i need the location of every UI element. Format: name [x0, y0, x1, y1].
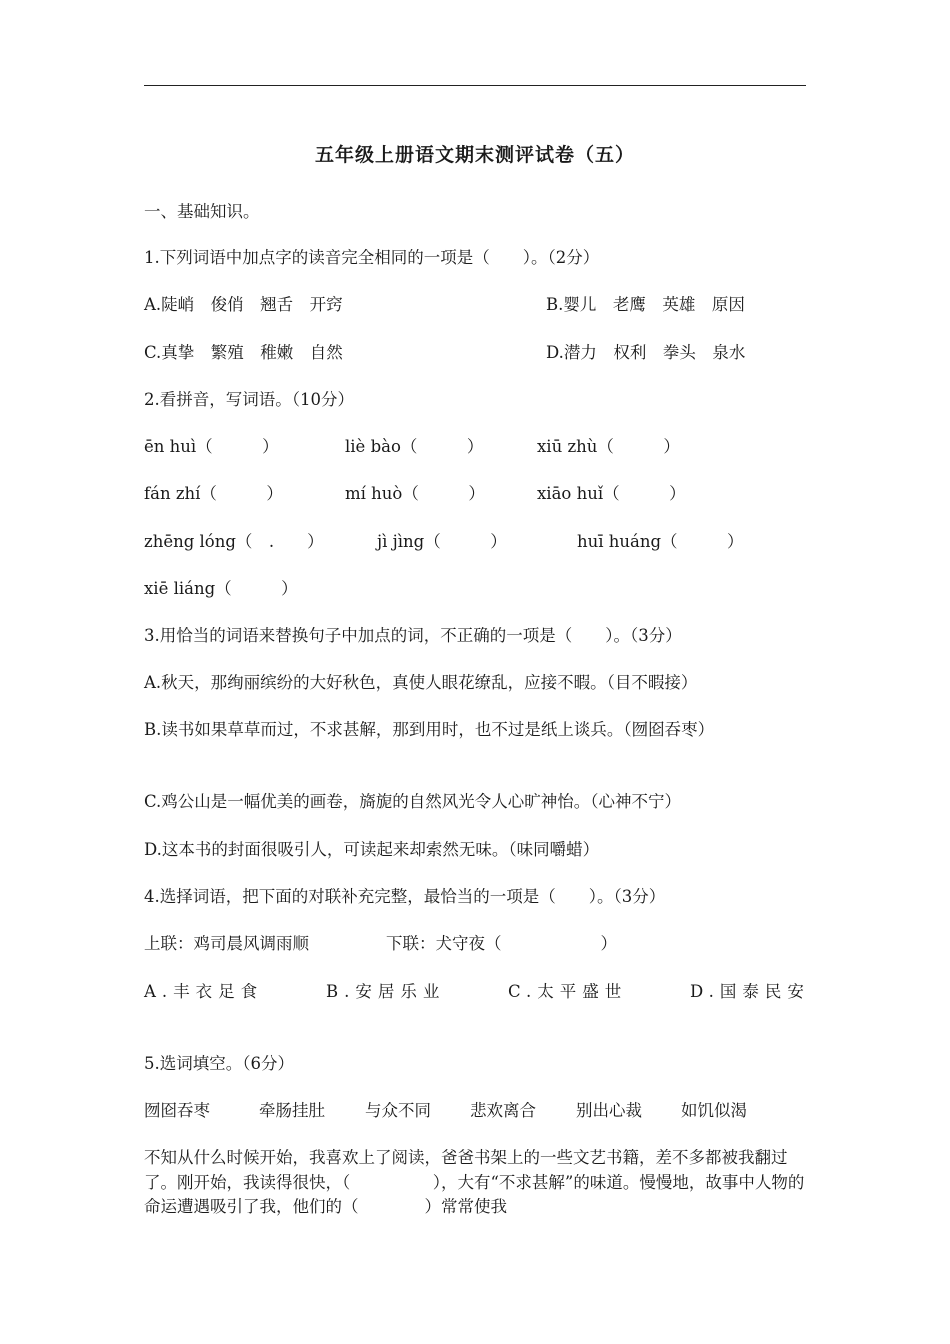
q1-option-a: A.陡峭 俊俏 翘舌 开窍: [144, 295, 343, 314]
section-heading: 一、基础知识。: [144, 202, 260, 221]
word-option: 悲欢离合: [470, 1101, 536, 1120]
pinyin-item: ēn huì（ ）: [144, 437, 279, 456]
pinyin-item: huī huáng（ ）: [577, 532, 744, 551]
q5-passage: 不知从什么时候开始，我喜欢上了阅读，爸爸书架上的一些文艺书籍，差不多都被我翻过了。刚开始，我读得很快，（ ），大有“不求甚解”的味道。慢慢地，故事中人物的命运遭遇吸引了我，他们的（ ）常常使我: [144, 1148, 805, 1216]
pinyin-item: xiē liáng（ ）: [144, 579, 298, 598]
word-option: 如饥似渴: [681, 1101, 747, 1120]
word-option: 囫囵吞枣: [144, 1101, 210, 1120]
couplet-upper: 上联：鸡司晨风调雨顺: [144, 934, 309, 953]
q3-option-a: A.秋天，那绚丽缤纷的大好秋色，真使人眼花缭乱，应接不暇。（目不暇接）: [144, 673, 698, 692]
q5-word-bank: [144, 1099, 747, 1123]
q4-stem: 4.选择词语，把下面的对联补充完整，最恰当的一项是（ ）。（3分）: [144, 887, 666, 906]
q5-stem: 5.选词填空。（6分）: [144, 1054, 294, 1073]
page-title: 五年级上册语文期末测评试卷（五）: [314, 144, 635, 166]
pinyin-item: jì jìng（ ）: [377, 532, 507, 551]
q3-option-b: B.读书如果草草而过，不求甚解，那到用时，也不过是纸上谈兵。（囫囵吞枣）: [144, 720, 715, 739]
q1-option-b: B.婴儿 老鹰 英雄 原因: [546, 295, 745, 314]
q1-option-d: D.潜力 权利 拳头 泉水: [546, 343, 746, 362]
word-option: 与众不同: [365, 1101, 431, 1120]
pinyin-item: fán zhí（ ）: [144, 484, 283, 503]
q3-option-c: C.鸡公山是一幅优美的画卷，旖旎的自然风光令人心旷神怡。（心神不宁）: [144, 792, 682, 811]
q1-option-c: C.真挚 繁殖 稚嫩 自然: [144, 343, 343, 362]
pinyin-item: xiāo huǐ（ ）: [537, 484, 686, 503]
header-rule: [144, 85, 806, 86]
q4-option-a: A.丰衣足食: [144, 982, 264, 1001]
q1-stem: 1.下列词语中加点字的读音完全相同的一项是（ ）。（2分）: [144, 248, 600, 267]
q4-option-c: C.太平盛世: [508, 982, 628, 1001]
couplet-lower: 下联：犬守夜（ ）: [386, 934, 617, 953]
pinyin-item: liè bào（ ）: [345, 437, 484, 456]
pinyin-item: zhēng lóng（ . ）: [144, 532, 324, 551]
q4-option-d: D.国泰民安: [690, 982, 810, 1001]
word-option: 别出心裁: [576, 1101, 642, 1120]
q4-option-b: B.安居乐业: [326, 982, 446, 1001]
q2-stem: 2.看拼音，写词语。（10分）: [144, 390, 354, 409]
pinyin-item: mí huò（ ）: [345, 484, 485, 503]
pinyin-item: xiū zhù（ ）: [537, 437, 680, 456]
word-option: 牵肠挂肚: [259, 1101, 325, 1120]
q3-option-d: D.这本书的封面很吸引人，可读起来却索然无味。（味同嚼蜡）: [144, 840, 600, 859]
q3-stem: 3.用恰当的词语来替换句子中加点的词，不正确的一项是（ ）。（3分）: [144, 626, 682, 645]
